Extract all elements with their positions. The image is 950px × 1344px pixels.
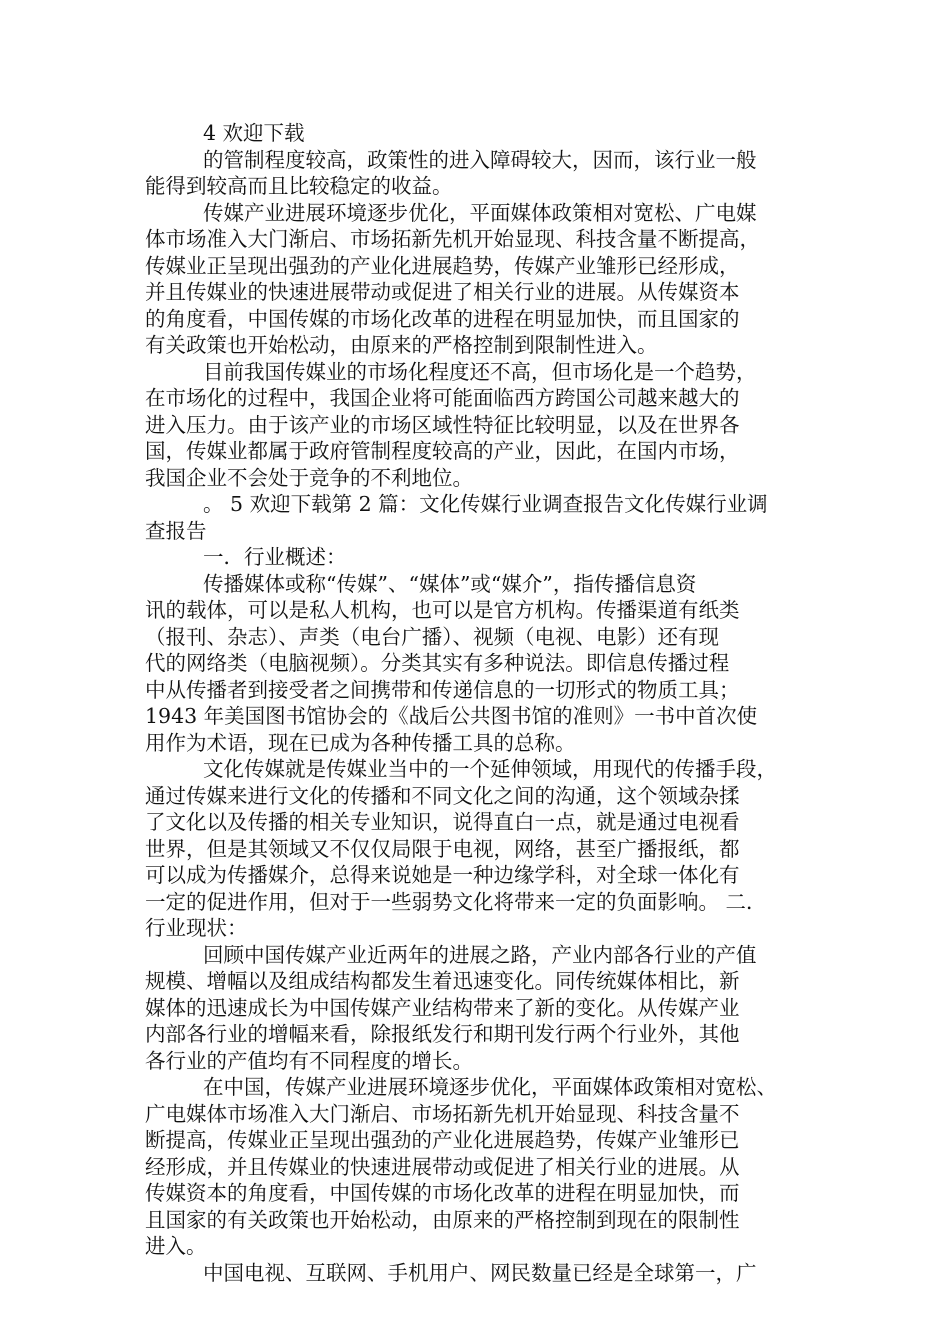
text-line: 用作为术语，现在已成为各种传播工具的总称。 <box>145 730 576 755</box>
text-line: 传媒业正呈现出强劲的产业化进展趋势，传媒产业雏形已经形成， <box>145 253 740 278</box>
text-line: 的管制程度较高，政策性的进入障碍较大，因而，该行业一般 <box>203 147 757 172</box>
text-line: 目前我国传媒业的市场化程度还不高，但市场化是一个趋势， <box>203 359 757 384</box>
text-line: 文化传媒就是传媒业当中的一个延伸领域，用现代的传播手段， <box>203 757 777 781</box>
text-line: 一．行业概述： <box>203 545 347 569</box>
text-line: （报刊、杂志）、声类（电台广播）、视频（电视、电影）还有现 <box>145 624 719 649</box>
text-line: 通过传媒来进行文化的传播和不同文化之间的沟通，这个领域杂揉 <box>145 783 740 808</box>
text-line: 在市场化的过程中，我国企业将可能面临西方跨国公司越来越大的 <box>145 386 740 410</box>
text-line: 可以成为传播媒介，总得来说她是一种边缘学科，对全球一体化有 <box>145 863 740 887</box>
text-line: 一定的促进作用，但对于一些弱势文化将带来一定的负面影响。 二． <box>145 889 767 914</box>
document-body <box>145 120 815 1286</box>
text-line: 查报告 <box>145 518 207 543</box>
text-line: 经形成，并且传媒业的快速进展带动或促进了相关行业的进展。从 <box>145 1154 740 1179</box>
text-line: 传媒产业进展环境逐步优化，平面媒体政策相对宽松、广电媒 <box>203 200 757 225</box>
text-line: 且国家的有关政策也开始松动，由原来的严格控制到现在的限制性 <box>145 1207 740 1232</box>
text-line: 并且传媒业的快速进展带动或促进了相关行业的进展。从传媒资本 <box>145 280 740 304</box>
text-line: 进入。 <box>145 1234 207 1258</box>
text-line: 的角度看，中国传媒的市场化改革的进程在明显加快，而且国家的 <box>145 306 740 331</box>
text-line: 能得到较高而且比较稳定的收益。 <box>145 174 453 198</box>
text-line: 世界，但是其领域又不仅仅局限于电视，网络，甚至广播报纸，都 <box>145 836 740 861</box>
text-line: 行业现状： <box>145 916 248 940</box>
text-line: 1943 年美国图书馆协会的《战后公共图书馆的准则》一书中首次使 <box>145 704 758 728</box>
text-line: 中从传播者到接受者之间携带和传递信息的一切形式的物质工具； <box>145 677 740 702</box>
text-line: 传媒资本的角度看，中国传媒的市场化改革的进程在明显加快，而 <box>145 1181 740 1205</box>
text-line: 传播媒体或称“传媒”、“媒体”或“媒介”，指传播信息资 <box>203 571 697 596</box>
text-line: 内部各行业的增幅来看，除报纸发行和期刊发行两个行业外，其他 <box>145 1022 740 1046</box>
text-line: 有关政策也开始松动，由原来的严格控制到限制性进入。 <box>145 333 658 357</box>
text-line: 媒体的迅速成长为中国传媒产业结构带来了新的变化。从传媒产业 <box>145 995 740 1020</box>
text-line: 广电媒体市场准入大门渐启、市场拓新先机开始显现、科技含量不 <box>145 1101 740 1126</box>
text-line: 国，传媒业都属于政府管制程度较高的产业，因此，在国内市场， <box>145 439 740 463</box>
text-line: 回顾中国传媒产业近两年的进展之路，产业内部各行业的产值 <box>203 942 757 967</box>
text-line: 。 5 欢迎下载第 2 篇：文化传媒行业调查报告文化传媒行业调 <box>203 492 768 516</box>
text-line: 了文化以及传播的相关专业知识，说得直白一点，就是通过电视看 <box>145 810 740 834</box>
text-line: 在中国，传媒产业进展环境逐步优化，平面媒体政策相对宽松、 <box>203 1075 777 1099</box>
text-line: 各行业的产值均有不同程度的增长。 <box>145 1048 473 1073</box>
text-line: 规模、增幅以及组成结构都发生着迅速变化。同传统媒体相比，新 <box>145 969 740 993</box>
text-line: 中国电视、互联网、手机用户、网民数量已经是全球第一，广 <box>203 1260 757 1285</box>
text-line: 体市场准入大门渐启、市场拓新先机开始显现、科技含量不断提高， <box>145 227 760 251</box>
text-line: 代的网络类（电脑视频）。分类其实有多种说法。即信息传播过程 <box>145 651 730 675</box>
text-line: 4 欢迎下载 <box>203 121 305 145</box>
text-line: 断提高，传媒业正呈现出强劲的产业化进展趋势，传媒产业雏形已 <box>145 1128 740 1152</box>
text-line: 我国企业不会处于竞争的不利地位。 <box>145 465 473 490</box>
text-line: 讯的载体，可以是私人机构，也可以是官方机构。传播渠道有纸类 <box>145 598 740 622</box>
text-line: 进入压力。由于该产业的市场区域性特征比较明显，以及在世界各 <box>145 412 740 437</box>
